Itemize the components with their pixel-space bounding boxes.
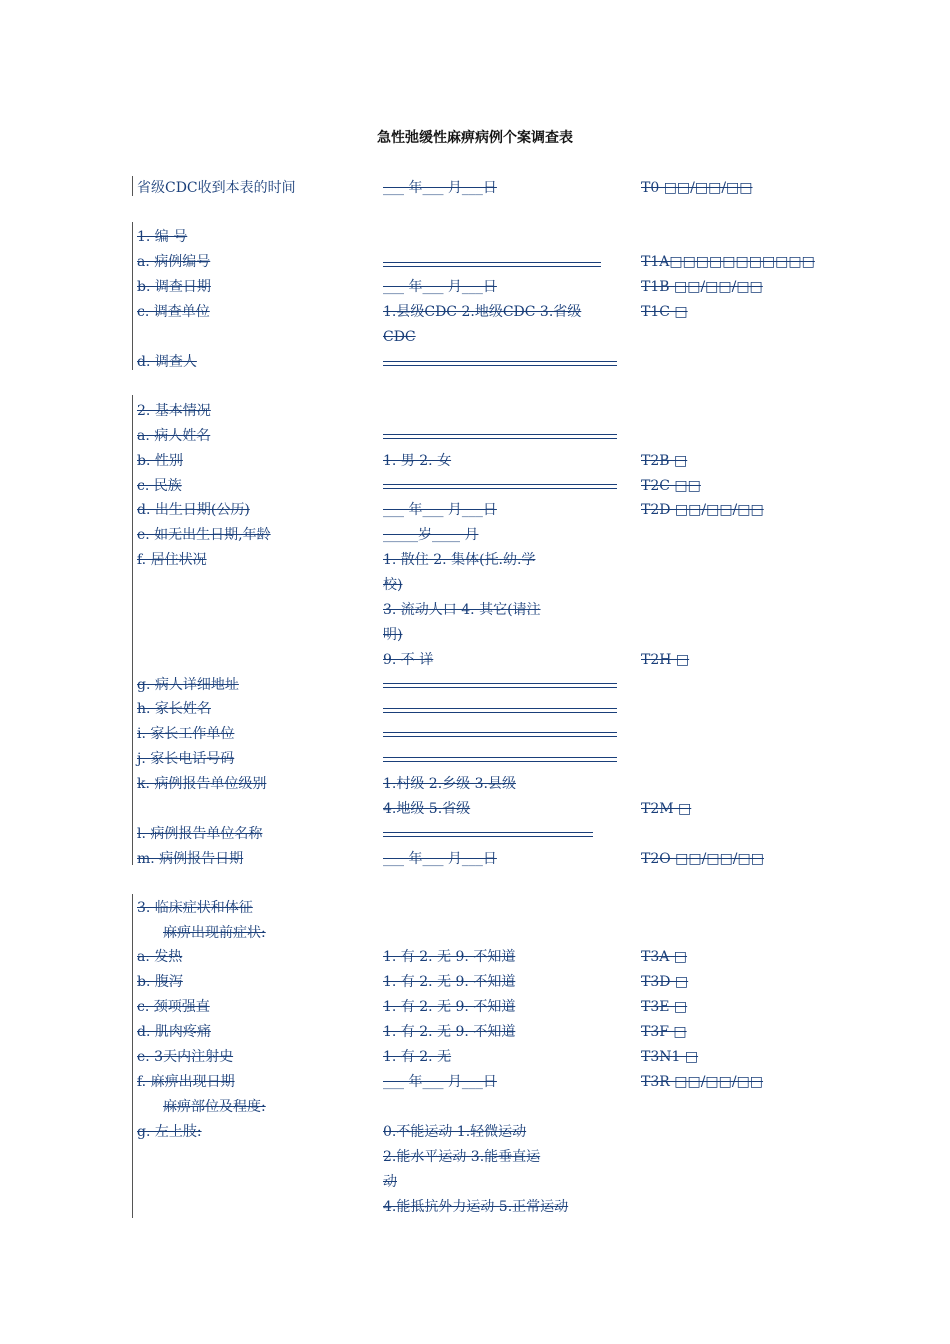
paralysis-site-subheading: 麻痹部位及程度:	[163, 1099, 266, 1115]
field-label: k. 病例报告单位级别	[137, 776, 267, 792]
field-code: T3D □	[641, 974, 689, 990]
section-2-heading-row	[0, 400, 950, 425]
field-value[interactable]: 2.能水平运动 3.能垂直运	[383, 1149, 541, 1165]
survey-date-row	[0, 276, 950, 301]
field-value[interactable]: 1. 有 2. 无 9. 不知道	[383, 974, 516, 990]
patient-name-input-line[interactable]	[383, 434, 617, 439]
field-value[interactable]: 3. 流动人口 4. 其它(请注	[383, 602, 541, 618]
field-code: T3E □	[641, 999, 688, 1015]
ethnicity-input-line[interactable]	[383, 484, 617, 489]
field-value[interactable]: 0.不能运动 1.轻微运动	[383, 1124, 527, 1140]
neck-stiffness-row	[0, 996, 950, 1021]
sex-row	[0, 450, 950, 475]
field-label: b. 腹泻	[137, 974, 183, 990]
receipt-time-label: 省级CDC收到本表的时间	[137, 180, 296, 196]
field-code: T1C □	[641, 304, 688, 320]
field-value[interactable]: ___ 年___ 月___日	[383, 502, 497, 518]
residence-row	[0, 549, 950, 574]
field-label: a. 发热	[137, 949, 183, 965]
paralysis-date-row	[0, 1071, 950, 1096]
field-value[interactable]: _____岁____ 月	[383, 527, 479, 543]
survey-unit-row	[0, 301, 950, 326]
left-upper-limb-cont-row	[0, 1171, 950, 1196]
field-value[interactable]: 1. 有 2. 无 9. 不知道	[383, 949, 516, 965]
field-label: e. 3天内注射史	[137, 1049, 234, 1065]
field-value[interactable]: 4.地级 5.省级	[383, 801, 471, 817]
survey-unit-cont-row	[0, 326, 950, 351]
field-code: T3N1 □	[641, 1049, 699, 1065]
field-label: b. 性别	[137, 453, 183, 469]
field-value[interactable]: 1. 散住 2. 集体(托.幼.学	[383, 552, 536, 568]
field-value[interactable]: 1. 有 2. 无	[383, 1049, 452, 1065]
parent-name-input-line[interactable]	[383, 708, 617, 713]
fever-row	[0, 946, 950, 971]
field-label: i. 家长工作单位	[137, 726, 235, 742]
pre-paralysis-subheading-row	[0, 922, 950, 947]
field-label: l. 病例报告单位名称	[137, 826, 263, 842]
field-label: d. 肌肉疼痛	[137, 1024, 211, 1040]
field-label: d. 调查人	[137, 354, 197, 370]
section-3-heading-row	[0, 897, 950, 922]
parent-phone-input-line[interactable]	[383, 757, 617, 762]
receipt-time-code: T0 □□/□□/□□	[641, 180, 753, 196]
age-row	[0, 524, 950, 549]
field-label: c. 民族	[137, 478, 182, 494]
section-1-heading-row	[0, 226, 950, 251]
page-title: 急性弛缓性麻痹病例个案调查表	[377, 130, 573, 146]
field-value[interactable]: 1. 有 2. 无 9. 不知道	[383, 999, 516, 1015]
surveyor-input-line[interactable]	[383, 361, 617, 366]
receipt-time-value[interactable]: ___ 年___ 月___日	[383, 180, 497, 196]
field-label: a. 病例编号	[137, 254, 211, 270]
field-value[interactable]: ___ 年___ 月___日	[383, 851, 497, 867]
residence-cont-row	[0, 624, 950, 649]
section-2-heading: 2. 基本情况	[137, 403, 211, 419]
field-code: T3F □	[641, 1024, 687, 1040]
parent-workplace-input-line[interactable]	[383, 732, 617, 737]
field-value[interactable]: 1. 有 2. 无 9. 不知道	[383, 1024, 516, 1040]
field-value: 动	[383, 1174, 397, 1190]
field-code: T2M □	[641, 801, 692, 817]
field-label: j. 家长电话号码	[137, 751, 235, 767]
field-label: g. 左上肢:	[137, 1124, 202, 1140]
field-value[interactable]: 9. 不 详	[383, 652, 434, 668]
pre-paralysis-subheading: 麻痹出现前症状:	[163, 925, 266, 941]
field-label: e. 如无出生日期,年龄	[137, 527, 271, 543]
field-value[interactable]: 1.县级CDC 2.地级CDC 3.省级	[383, 304, 582, 320]
residence-unknown-row	[0, 649, 950, 674]
report-unit-name-input-line[interactable]	[383, 832, 593, 837]
field-label: d. 出生日期(公历)	[137, 502, 250, 518]
left-upper-limb-cont-row	[0, 1196, 950, 1221]
report-date-row	[0, 848, 950, 873]
field-code: T3R □□/□□/□□	[641, 1074, 764, 1090]
field-code: T2H □	[641, 652, 690, 668]
field-label: a. 病人姓名	[137, 428, 211, 444]
field-label: g. 病人详细地址	[137, 677, 239, 693]
field-value[interactable]: 1.村级 2.乡级 3.县级	[383, 776, 516, 792]
field-label: f. 麻痹出现日期	[137, 1074, 235, 1090]
section-3-heading: 3. 临床症状和体征	[137, 900, 253, 916]
field-label: c. 颈项强直	[137, 999, 210, 1015]
field-label: b. 调查日期	[137, 279, 211, 295]
field-code: T1B □□/□□/□□	[641, 279, 763, 295]
residence-cont-row	[0, 574, 950, 599]
field-code: T1A□□□□□□□□□□□	[641, 254, 815, 270]
field-code: T2D □□/□□/□□	[641, 502, 764, 518]
field-code: T2B □	[641, 453, 688, 469]
field-code: T2O □□/□□/□□	[641, 851, 764, 867]
left-upper-limb-row	[0, 1121, 950, 1146]
field-code: T2C □□	[641, 478, 701, 494]
left-upper-limb-cont-row	[0, 1146, 950, 1171]
field-label: f. 居住状况	[137, 552, 207, 568]
case-number-input-line[interactable]	[383, 262, 601, 267]
field-label: m. 病例报告日期	[137, 851, 244, 867]
receipt-time-row	[0, 177, 950, 202]
report-level-cont-row	[0, 798, 950, 823]
birth-date-row	[0, 499, 950, 524]
field-value[interactable]: ___ 年___ 月___日	[383, 279, 497, 295]
report-level-row	[0, 773, 950, 798]
section-1-heading: 1. 编 号	[137, 229, 188, 245]
field-value: CDC	[383, 329, 416, 345]
field-value: 明)	[383, 627, 403, 643]
field-value[interactable]: 1. 男 2. 女	[383, 453, 452, 469]
field-value[interactable]: 4.能抵抗外力运动 5.正常运动	[383, 1199, 569, 1215]
diarrhea-row	[0, 971, 950, 996]
field-value[interactable]: ___ 年___ 月___日	[383, 1074, 497, 1090]
paralysis-site-subheading-row	[0, 1096, 950, 1121]
muscle-pain-row	[0, 1021, 950, 1046]
field-code: T3A □	[641, 949, 688, 965]
residence-cont-row	[0, 599, 950, 624]
field-label: h. 家长姓名	[137, 701, 211, 717]
field-value: 校)	[383, 577, 403, 593]
injection-history-row	[0, 1046, 950, 1071]
field-label: c. 调查单位	[137, 304, 210, 320]
address-input-line[interactable]	[383, 683, 617, 688]
